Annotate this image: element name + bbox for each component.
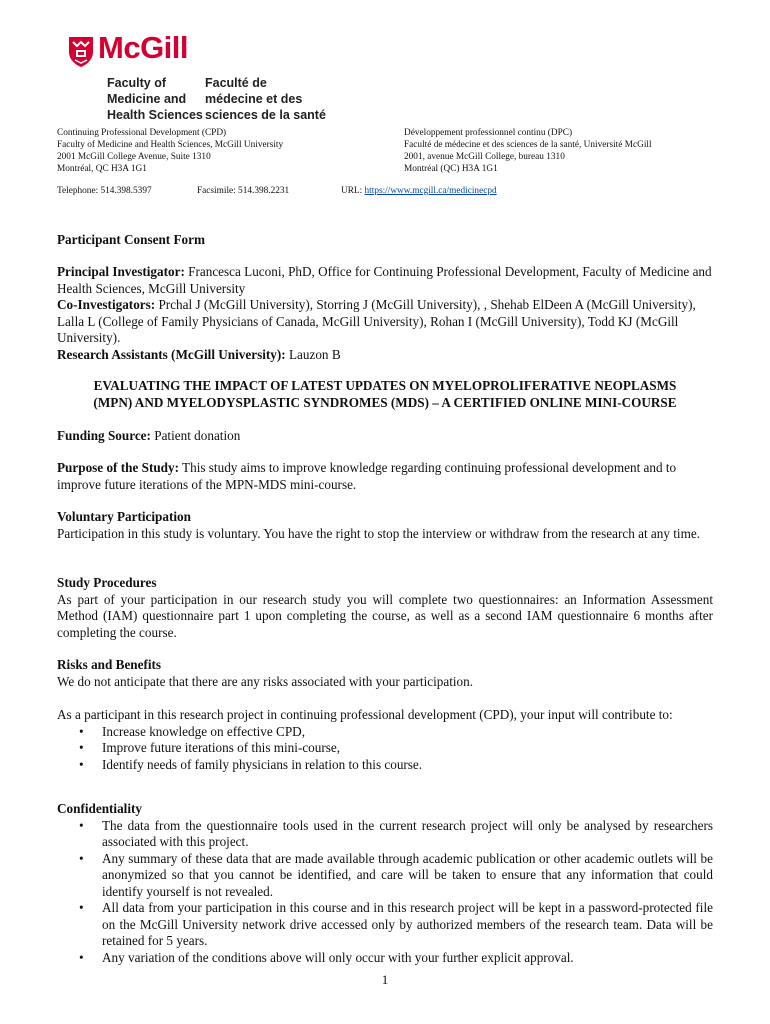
address-line: Faculty of Medicine and Health Sciences, McGill University: [57, 140, 284, 150]
address-block-en: [57, 127, 283, 175]
form-title: [57, 232, 713, 249]
address-line: 2001, avenue McGill College, bureau 1310: [404, 152, 565, 162]
bullet-icon: •: [79, 949, 84, 965]
funding-text: Patient donation: [150, 428, 241, 443]
address-line: 2001 McGill College Avenue, Suite 1310: [57, 152, 211, 162]
list-item: [57, 818, 713, 851]
pi-text: Francesca Luconi, PhD, Office for Continuing Professional Development, Faculty of Medicine and Health Sciences, McGill University: [57, 264, 712, 296]
faculty-en-line: Medicine and: [107, 92, 187, 106]
ra-label: Research Assistants (McGill University):: [57, 346, 286, 362]
logo-wordmark: McGill: [98, 30, 189, 65]
faculty-fr-line: Faculté de: [205, 76, 267, 90]
list-item-text: Improve future iterations of this mini-course,: [102, 740, 341, 755]
address-block-fr: [404, 127, 652, 175]
procedures-heading: Study Procedures: [57, 575, 157, 590]
study-title-line-1: EVALUATING THE IMPACT OF LATEST UPDATES ON MYELOPROLIFERATIVE NEOPLASMS: [93, 378, 677, 393]
address-line: Développement professionnel continu (DPC): [404, 128, 573, 138]
address-line: Montréal (QC) H3A 1G1: [404, 164, 498, 174]
risks-section: [57, 657, 713, 690]
research-assistants: [57, 347, 713, 364]
risks-text: We do not anticipate that there are any risks associated with your participation.: [57, 673, 474, 689]
coi-label: Co-Investigators:: [57, 297, 156, 312]
contribute-list: [57, 724, 713, 774]
investigators-block: [57, 264, 713, 363]
ra-text: Lauzon B: [285, 346, 341, 362]
faculty-fr-line: médecine et des: [205, 92, 303, 106]
study-title-line-2: (MPN) AND MYELODYSPLASTIC SYNDROMES (MDS) – A CERTIFIED ONLINE MINI-COURSE: [93, 394, 677, 410]
bullet-icon: •: [79, 900, 84, 915]
voluntary-heading: Voluntary Participation: [57, 509, 191, 524]
pi-label: Principal Investigator:: [57, 264, 185, 279]
purpose-text: This study aims to improve knowledge regarding continuing professional development and to improve future iterations of the MPN-MDS mini-course.: [57, 460, 677, 492]
list-item: [57, 724, 713, 741]
list-item: [57, 851, 713, 901]
bullet-icon: •: [79, 850, 84, 866]
contribute-section: [57, 707, 713, 773]
list-item-text: The data from the questionnaire tools used in the current research project will only be analysed by researchers associated with this project.: [102, 817, 713, 849]
funding-label: Funding Source:: [57, 428, 151, 443]
principal-investigator: [57, 264, 713, 297]
list-item-text: All data from your participation in this course and in this research project will be kept in a password-protected file on the McGill University network drive accessed only by authorized members of the research team. Data will be retained for 5 years.: [102, 900, 713, 948]
mcgill-crest-icon: [68, 36, 94, 68]
bullet-icon: •: [79, 756, 84, 772]
voluntary-text: Participation in this study is voluntary. You have the right to stop the interview or withdraw from the research at any time.: [57, 525, 701, 541]
faculty-fr-line: sciences de la santé: [205, 108, 326, 122]
risks-heading: Risks and Benefits: [57, 657, 162, 672]
url-label: URL:: [341, 186, 365, 196]
bullet-icon: •: [79, 723, 84, 739]
voluntary-section: [57, 509, 713, 542]
list-item-text: Increase knowledge on effective CPD,: [102, 723, 305, 739]
co-investigators: [57, 297, 713, 347]
address-line: Faculté de médecine et des sciences de la santé, Université McGill: [404, 140, 652, 150]
faculty-name-fr: [205, 75, 326, 123]
purpose-label: Purpose of the Study:: [57, 460, 179, 475]
address-line: Montréal, QC H3A 1G1: [57, 164, 147, 174]
faculty-en-line: Faculty of: [107, 76, 167, 90]
list-item-text: Any variation of the conditions above will only occur with your further explicit approval.: [102, 949, 574, 965]
list-item: [57, 757, 713, 774]
procedures-text: As part of your participation in our research study you will complete two questionnaires: an Information Assessment Method (IAM) questionnaire part 1 upon completing the course, as well as a second IAM questionnaire 6 months after completing the course.: [57, 591, 713, 640]
confidentiality-heading: Confidentiality: [57, 801, 142, 816]
confidentiality-list: [57, 818, 713, 967]
bullet-icon: •: [79, 817, 84, 833]
contribute-intro: As a participant in this research project in continuing professional development (CPD), your input will contribute to:: [57, 707, 673, 722]
list-item: [57, 950, 713, 967]
list-item-text: Identify needs of family physicians in relation to this course.: [102, 756, 423, 772]
faculty-name-en: [107, 75, 203, 123]
procedures-section: [57, 575, 713, 641]
list-item-text: Any summary of these data that are made available through academic publication or other academic outlets will be anonymized so that you cannot be identified, and care will be taken to ensure that any information that could identify yourself is not revealed.: [102, 850, 713, 899]
page-number: 1: [381, 972, 389, 987]
funding-source: [57, 428, 713, 445]
list-item: [57, 740, 713, 757]
url-line: [341, 186, 497, 196]
url-link[interactable]: https://www.mcgill.ca/medicinecpd: [364, 186, 497, 196]
study-title: [57, 378, 713, 411]
telephone: Telephone: 514.398.5397: [57, 186, 152, 196]
form-title-text: Participant Consent Form: [57, 232, 205, 247]
purpose-of-study: [57, 460, 713, 493]
coi-text: Prchal J (McGill University), Storring J (McGill University), , Shehab ElDeen A (McGill University), Lalla L (College of Family Physicians of Canada, McGill University), Rohan I (McGill University), Todd KJ (McGill University).: [57, 297, 696, 345]
list-item: [57, 900, 713, 950]
confidentiality-section: [57, 801, 713, 966]
facsimile: Facsimile: 514.398.2231: [197, 186, 290, 196]
faculty-en-line: Health Sciences: [107, 108, 203, 122]
address-line: Continuing Professional Development (CPD): [57, 128, 227, 138]
bullet-icon: •: [79, 740, 84, 755]
